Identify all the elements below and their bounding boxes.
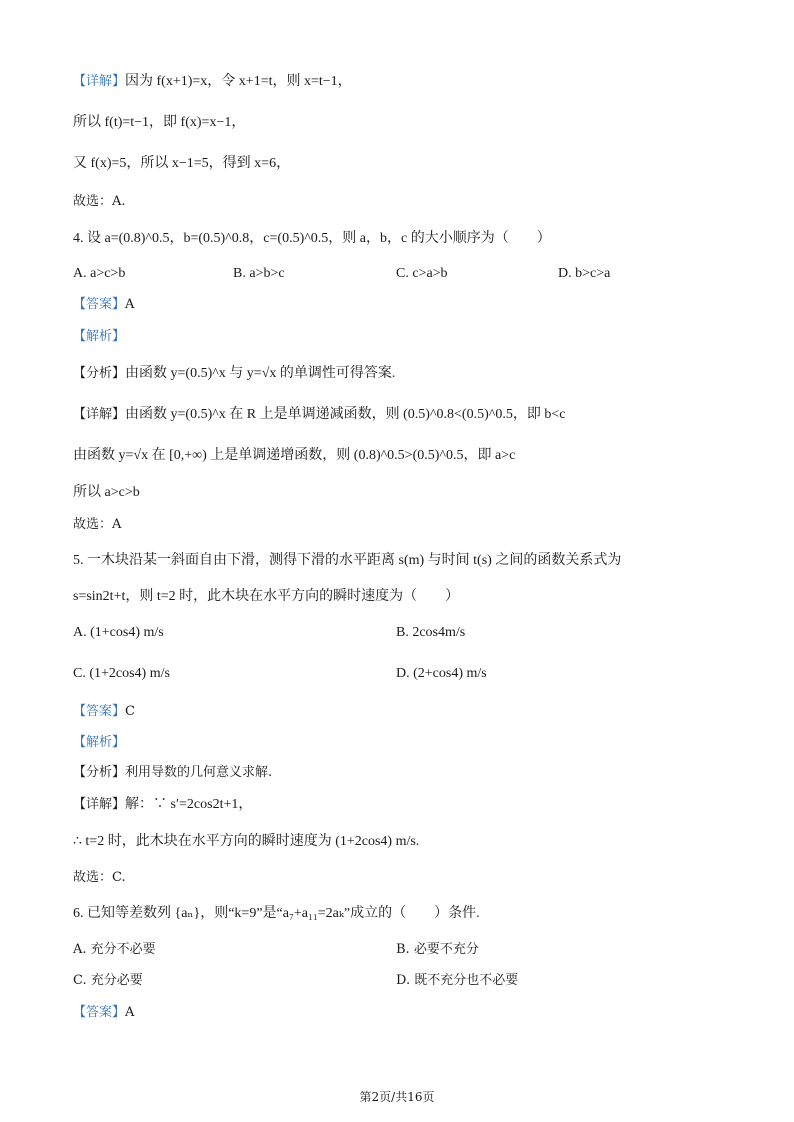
q6-option-b: B. 必要不充分 [396,942,479,957]
q5-answer [73,702,135,722]
q4-detail-1 [73,405,565,425]
answer-value: A [125,1005,135,1020]
answer-value: C [125,704,135,719]
q5-detail-2: ∴ t=2 时，此木块在水平方向的瞬时速度为 (1+2cos4) m/s. [73,834,420,849]
question-4: 4. 设 a=(0.8)^0.5，b=(0.5)^0.8，c=(0.5)^0.5，则 a，b，c 的大小顺序为（ ） [73,231,551,246]
detail-text: 解：∵ s′=2cos2t+1， [125,797,253,812]
select-line: 故选：A. [73,194,126,209]
detail-line-2: 所以 f(t)=t−1，即 f(x)=x−1， [73,115,246,130]
q4-option-d: D. b>c>a [558,266,611,281]
q6-answer [73,1003,134,1023]
q5-option-d: D. (2+cos4) m/s [396,666,487,681]
q6-option-d: D. 既不充分也不必要 [396,973,519,988]
fenxi-tag: 【分析】 [73,366,126,381]
q6-option-a: A. 充分不必要 [73,942,156,957]
q4-select: 故选：A [73,517,122,532]
answer-value: A [125,297,135,312]
detail-tag: 【详解】 [73,407,126,422]
q4-detail-3: 所以 a>c>b [73,485,140,500]
q4-analysis-tag: 【解析】 [73,329,126,344]
detail-tag: 【详解】 [73,74,126,89]
fenxi-text: 由函数 y=(0.5)^x 与 y=√x 的单调性可得答案. [125,366,396,381]
q5-analysis-tag: 【解析】 [73,735,126,750]
detail-line-3: 又 f(x)=5，所以 x−1=5，得到 x=6， [73,156,291,171]
answer-tag: 【答案】 [73,1005,126,1020]
fenxi-text: 利用导数的几何意义求解. [125,765,273,780]
q4-option-c: C. c>a>b [396,266,448,281]
detail-line-1 [73,72,352,92]
question-6: 6. 已知等差数列 {aₙ}，则“k=9”是“a₇+a₁₁=2aₖ”成立的（ ）条件. [73,906,480,921]
q5-select: 故选：C. [73,870,126,885]
detail-text: 因为 f(x+1)=x，令 x+1=t，则 x=t−1， [125,74,352,89]
answer-tag: 【答案】 [73,704,126,719]
q4-option-a: A. a>c>b [73,266,126,281]
q5-option-c: C. (1+2cos4) m/s [73,666,170,681]
fenxi-tag: 【分析】 [73,765,126,780]
question-5-line-1: 5. 一木块沿某一斜面自由下滑，测得下滑的水平距离 s(m) 与时间 t(s) 之间的函数关系式为 [73,553,622,568]
answer-tag: 【答案】 [73,297,126,312]
q4-answer [73,295,134,315]
q6-option-c: C. 充分必要 [73,973,143,988]
detail-text: 由函数 y=(0.5)^x 在 R 上是单调递减函数，则 (0.5)^0.8<(0.5)^0.5，即 b<c [125,407,566,422]
question-5-line-2: s=sin2t+t，则 t=2 时，此木块在水平方向的瞬时速度为（ ） [73,589,460,604]
q5-option-a: A. (1+cos4) m/s [73,625,164,640]
q4-fenxi [73,364,395,384]
q4-detail-2: 由函数 y=√x 在 [0,+∞) 上是单调递增函数，则 (0.8)^0.5>(0.5)^0.5，即 a>c [73,448,516,463]
detail-tag: 【详解】 [73,797,126,812]
q5-fenxi [73,763,272,783]
page-footer: 第2页/共16页 [359,1090,435,1104]
q4-option-b: B. a>b>c [233,266,285,281]
q5-detail-1 [73,795,252,815]
q5-option-b: B. 2cos4m/s [396,625,466,640]
